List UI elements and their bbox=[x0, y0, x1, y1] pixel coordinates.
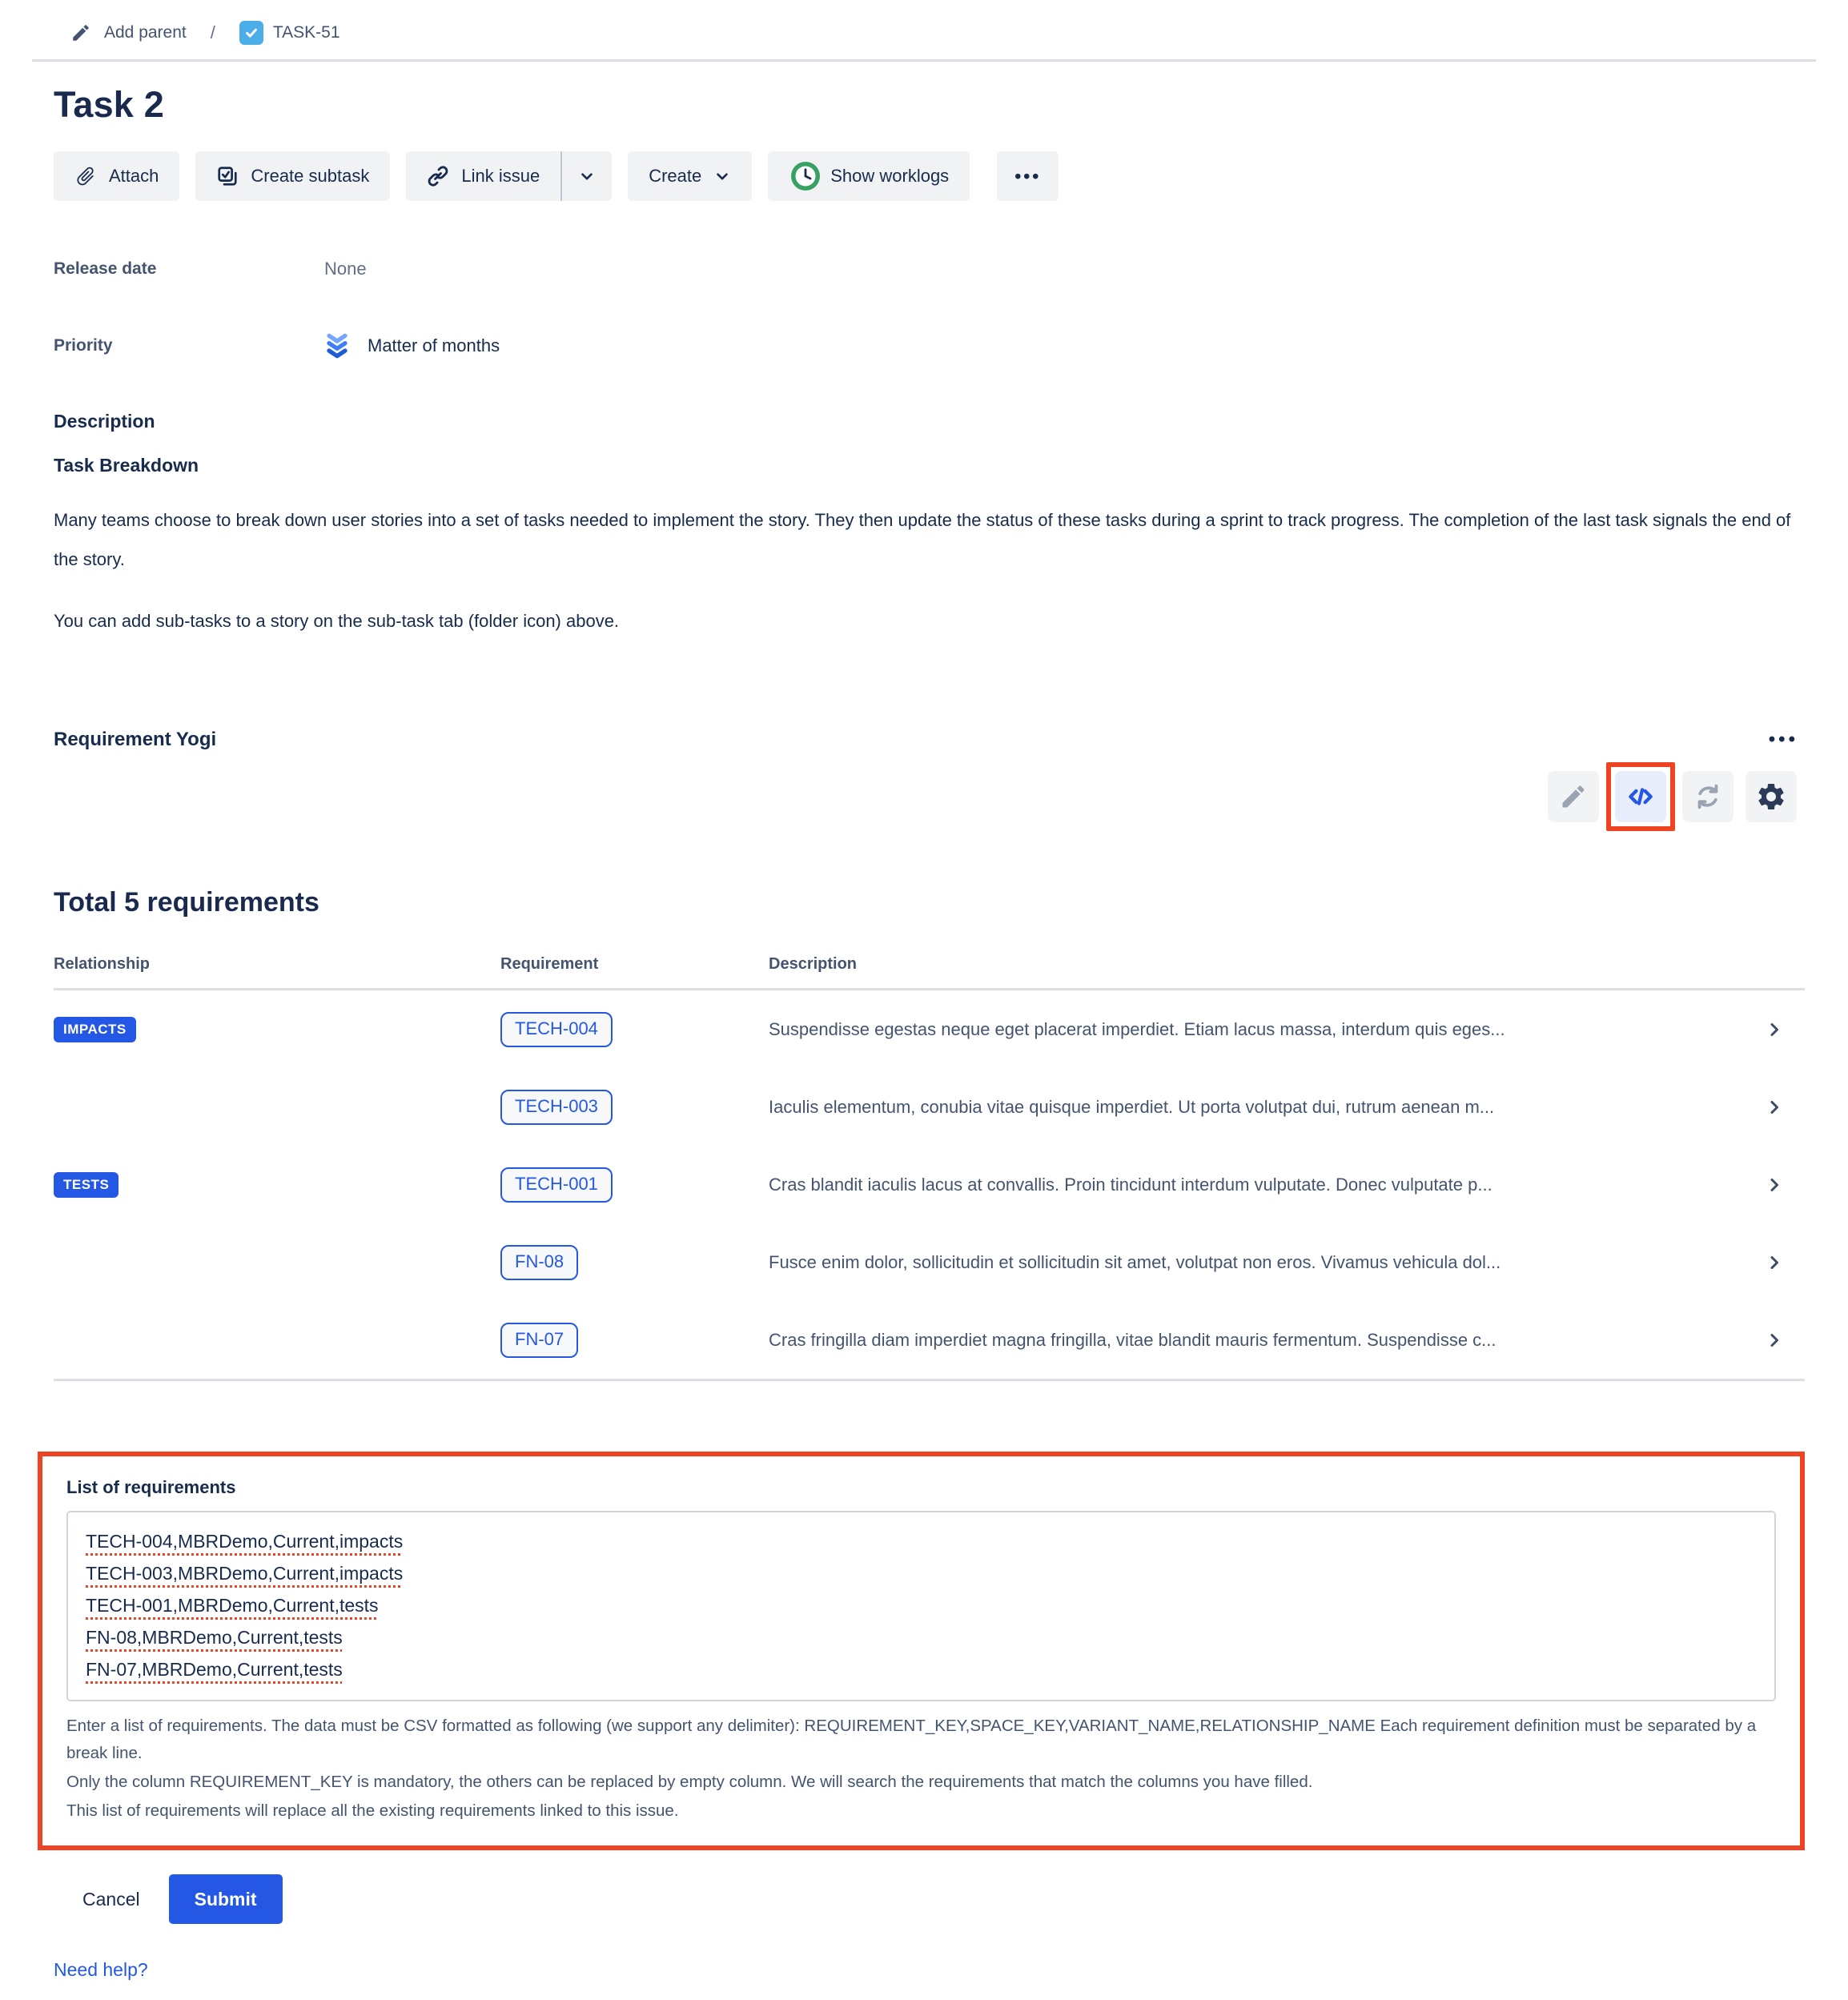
requirement-key-link[interactable]: FN-08 bbox=[500, 1245, 578, 1280]
requirement-key-link[interactable]: TECH-004 bbox=[500, 1012, 613, 1047]
column-requirement: Requirement bbox=[500, 955, 599, 973]
breadcrumb bbox=[32, 0, 1816, 45]
requirement-description: Fusce enim dolor, sollicitudin et sollicitudin sit amet, volutpat non eros. Vivamus vehicula dol... bbox=[769, 1251, 1501, 1272]
column-description: Description bbox=[769, 955, 858, 973]
table-row bbox=[54, 1068, 1805, 1146]
form-help-text-1: Enter a list of requirements. The data must be CSV formatted as following (we support any delimiter): REQUIREMENT_KEY,SPACE_KEY,VARIANT_NAME,RELATIONSHIP_NAME Each requirement definition must be separated by a break line. bbox=[66, 1717, 1757, 1762]
table-row bbox=[54, 1301, 1805, 1379]
requirement-key-link[interactable]: TECH-003 bbox=[500, 1090, 613, 1125]
table-header-row bbox=[54, 955, 1805, 990]
add-parent-link[interactable]: Add parent bbox=[104, 23, 187, 42]
code-icon bbox=[1625, 781, 1656, 812]
priority-icon bbox=[324, 331, 350, 360]
description-paragraph-2: You can add sub-tasks to a story on the sub-task tab (folder icon) above. bbox=[54, 611, 620, 631]
textarea-line: FN-08,MBRDemo,Current,tests bbox=[86, 1627, 343, 1648]
clock-icon bbox=[789, 159, 822, 193]
form-help-text-2: Only the column REQUIREMENT_KEY is mandatory, the others can be replaced by empty column. We will search the requirements that match the columns you have filled. bbox=[66, 1773, 1313, 1791]
total-requirements-heading: Total 5 requirements bbox=[54, 887, 319, 918]
issue-key-chip[interactable] bbox=[239, 21, 340, 45]
requirement-key-link[interactable]: FN-07 bbox=[500, 1323, 578, 1358]
priority-label: Priority bbox=[54, 336, 113, 355]
requirement-key-link[interactable]: TECH-001 bbox=[500, 1167, 613, 1203]
create-label: Create bbox=[649, 166, 702, 186]
paperclip-icon bbox=[74, 165, 97, 187]
link-issue-split-button bbox=[406, 151, 612, 201]
gear-icon bbox=[1755, 781, 1787, 813]
link-icon bbox=[427, 165, 449, 187]
page-title: Task 2 bbox=[54, 84, 164, 125]
description-heading: Description bbox=[54, 411, 155, 432]
create-subtask-label: Create subtask bbox=[251, 166, 370, 186]
form-actions bbox=[54, 1874, 1805, 1924]
priority-value[interactable] bbox=[324, 331, 500, 360]
expand-row-button[interactable] bbox=[1765, 1331, 1805, 1350]
task-breakdown-heading: Task Breakdown bbox=[54, 455, 199, 476]
refresh-button[interactable] bbox=[1682, 771, 1734, 822]
header-divider bbox=[32, 59, 1816, 62]
table-row bbox=[54, 1223, 1805, 1301]
field-list bbox=[54, 247, 1805, 367]
link-issue-button[interactable] bbox=[406, 151, 560, 201]
link-issue-label: Link issue bbox=[461, 166, 540, 186]
expand-row-button[interactable] bbox=[1765, 1175, 1805, 1195]
priority-text: Matter of months bbox=[368, 335, 500, 355]
relationship-badge: IMPACTS bbox=[54, 1017, 136, 1042]
attach-label: Attach bbox=[109, 166, 159, 186]
need-help-link[interactable]: Need help? bbox=[54, 1959, 148, 1980]
edit-pencil-icon bbox=[70, 22, 91, 43]
release-date-label: Release date bbox=[54, 259, 157, 278]
annotation-highlight-code-button bbox=[1606, 762, 1675, 831]
description-paragraph-1: Many teams choose to break down user stories into a set of tasks needed to implement the story. They then update the status of these tasks during a sprint to track progress. The completion of the last task signals the end of the story. bbox=[54, 510, 1791, 569]
link-issue-dropdown-button[interactable] bbox=[560, 151, 612, 201]
subtask-icon bbox=[216, 165, 239, 187]
requirements-textarea[interactable] bbox=[66, 1511, 1776, 1701]
attach-button[interactable] bbox=[54, 151, 179, 201]
requirements-form-label: List of requirements bbox=[66, 1477, 236, 1497]
create-subtask-button[interactable] bbox=[195, 151, 390, 201]
show-worklogs-label: Show worklogs bbox=[830, 166, 950, 186]
issue-key[interactable]: TASK-51 bbox=[272, 23, 340, 42]
issue-toolbar bbox=[54, 151, 1805, 201]
requirement-description: Iaculis elementum, conubia vitae quisque imperdiet. Ut porta volutpat dui, rutrum aenean m... bbox=[769, 1096, 1495, 1117]
form-help-text-3: This list of requirements will replace all the existing requirements linked to this issue. bbox=[66, 1801, 679, 1820]
requirement-description: Suspendisse egestas neque eget placerat imperdiet. Etiam lacus massa, interdum quis eges... bbox=[769, 1018, 1505, 1039]
textarea-line: TECH-004,MBRDemo,Current,impacts bbox=[86, 1531, 404, 1552]
textarea-line: TECH-001,MBRDemo,Current,tests bbox=[86, 1595, 379, 1616]
release-date-value[interactable]: None bbox=[324, 259, 367, 279]
expand-row-button[interactable] bbox=[1765, 1253, 1805, 1272]
raw-edit-code-button[interactable] bbox=[1615, 771, 1666, 822]
requirements-table bbox=[54, 955, 1805, 1381]
create-button[interactable] bbox=[628, 151, 752, 201]
pencil-icon bbox=[1559, 782, 1588, 811]
refresh-icon bbox=[1693, 781, 1723, 812]
expand-row-button[interactable] bbox=[1765, 1020, 1805, 1039]
table-bottom-divider bbox=[54, 1379, 1805, 1381]
textarea-line: TECH-003,MBRDemo,Current,impacts bbox=[86, 1563, 404, 1584]
submit-button[interactable]: Submit bbox=[169, 1874, 283, 1924]
requirement-yogi-title: Requirement Yogi bbox=[54, 729, 217, 750]
priority-field bbox=[54, 324, 1805, 367]
cancel-button[interactable]: Cancel bbox=[62, 1874, 161, 1924]
textarea-line: FN-07,MBRDemo,Current,tests bbox=[86, 1659, 343, 1680]
requirement-yogi-header bbox=[54, 725, 1805, 754]
show-worklogs-button[interactable] bbox=[768, 151, 970, 201]
column-relationship: Relationship bbox=[54, 955, 151, 973]
annotation-highlight-requirements-form bbox=[38, 1452, 1805, 1850]
table-row bbox=[54, 990, 1805, 1068]
chevron-down-icon bbox=[578, 167, 596, 185]
breadcrumb-separator: / bbox=[210, 22, 215, 42]
edit-requirements-button[interactable] bbox=[1548, 771, 1599, 822]
requirement-yogi-toolbar bbox=[54, 762, 1797, 831]
requirement-description: Cras blandit iaculis lacus at convallis. Proin tincidunt interdum vulputate. Donec vulputate p... bbox=[769, 1174, 1492, 1195]
relationship-badge: TESTS bbox=[54, 1172, 119, 1198]
more-actions-button[interactable]: ••• bbox=[997, 151, 1059, 201]
settings-button[interactable] bbox=[1746, 771, 1797, 822]
requirement-yogi-more-button[interactable]: ••• bbox=[1768, 729, 1798, 750]
chevron-down-icon bbox=[713, 167, 731, 185]
task-type-icon bbox=[239, 21, 263, 45]
expand-row-button[interactable] bbox=[1765, 1098, 1805, 1117]
requirement-description: Cras fringilla diam imperdiet magna fringilla, vitae blandit mauris fermentum. Suspendisse c... bbox=[769, 1329, 1496, 1350]
release-date-field bbox=[54, 247, 1805, 291]
table-row bbox=[54, 1146, 1805, 1223]
